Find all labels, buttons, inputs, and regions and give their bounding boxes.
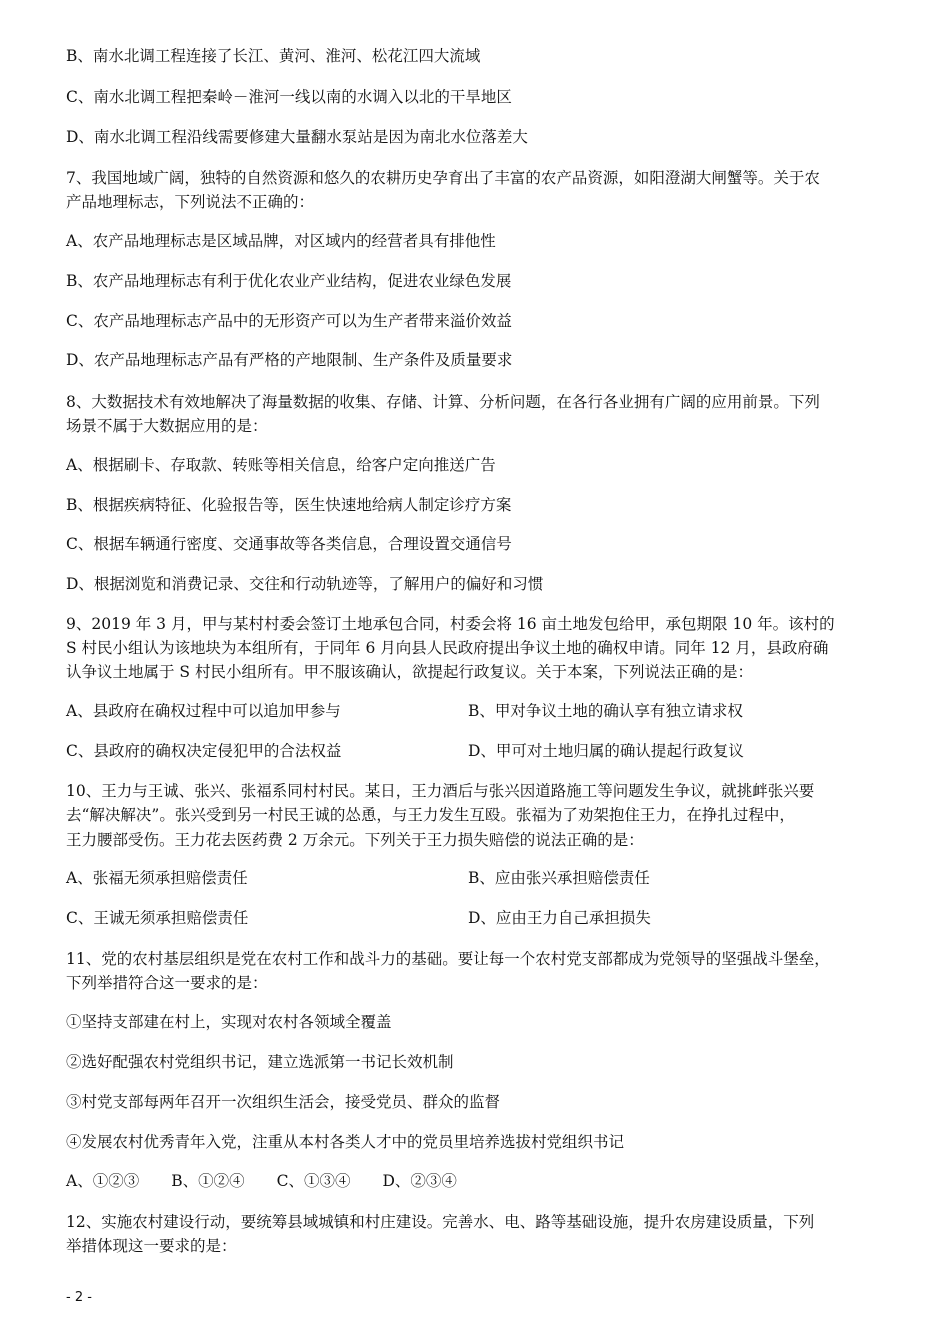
q7-stem-line: 产品地理标志，下列说法不正确的： — [66, 193, 315, 211]
q11-options — [66, 1171, 489, 1191]
q8-option-a: A、根据刷卡、存取款、转账等相关信息，给客户定向推送广告 — [66, 456, 496, 474]
q6-option-d: D、南水北调工程沿线需要修建大量翻水泵站是因为南北水位落差大 — [66, 128, 528, 146]
q8-stem-line: 场景不属于大数据应用的是： — [66, 417, 268, 435]
q9-stem-line: 9、2019 年 3 月，甲与某村村委会签订土地承包合同，村委会将 16 亩土地发包给甲，承包期限 10 年。该村的 — [66, 615, 835, 633]
q9-stem-line: 认争议土地属于 S 村民小组所有。甲不服该确认，欲提起行政复议。关于本案，下列说法正确的是： — [66, 663, 753, 681]
q9-option-c: C、县政府的确权决定侵犯甲的合法权益 — [66, 742, 342, 760]
q8-stem-line: 8、大数据技术有效地解决了海量数据的收集、存储、计算、分析问题，在各行各业拥有广阔的应用前景。下列 — [66, 393, 820, 411]
q11-stem-line: 下列举措符合这一要求的是： — [66, 974, 268, 992]
q9-option-b: B、甲对争议土地的确认享有独立请求权 — [468, 702, 743, 720]
q10-option-b: B、应由张兴承担赔偿责任 — [468, 869, 650, 887]
q9-option-d: D、甲可对土地归属的确认提起行政复议 — [468, 742, 744, 760]
q11-item-3: ③村党支部每两年召开一次组织生活会，接受党员、群众的监督 — [66, 1093, 501, 1111]
q10-stem-line: 10、王力与王诚、张兴、张福系同村村民。某日，王力酒后与张兴因道路施工等问题发生争议，就挑衅张兴要 — [66, 782, 815, 800]
q9-stem-line: S 村民小组认为该地块为本组所有，于同年 6 月向县人民政府提出争议土地的确权申请。同年 12 月，县政府确 — [66, 639, 829, 657]
q11-option-d: D、②③④ — [382, 1172, 457, 1190]
q7-option-d: D、农产品地理标志产品有严格的产地限制、生产条件及质量要求 — [66, 351, 513, 369]
q11-item-4: ④发展农村优秀青年入党，注重从本村各类人才中的党员里培养选拔村党组织书记 — [66, 1133, 625, 1151]
q11-option-a: A、①②③ — [66, 1172, 140, 1190]
page-number: - 2 - — [66, 1290, 92, 1305]
q10-option-c: C、王诚无须承担赔偿责任 — [66, 909, 249, 927]
q9-option-a: A、县政府在确权过程中可以追加甲参与 — [66, 702, 341, 720]
q8-option-c: C、根据车辆通行密度、交通事故等各类信息，合理设置交通信号 — [66, 535, 512, 553]
q11-stem-line: 11、党的农村基层组织是党在农村工作和战斗力的基础。要让每一个农村党支部都成为党领导的坚强战斗堡垒， — [66, 950, 830, 968]
q11-option-b: B、①②④ — [171, 1172, 245, 1190]
q10-option-a: A、张福无须承担赔偿责任 — [66, 869, 248, 887]
q6-option-b: B、南水北调工程连接了长江、黄河、淮河、松花江四大流域 — [66, 47, 481, 65]
q6-option-c: C、南水北调工程把秦岭－淮河一线以南的水调入以北的干旱地区 — [66, 88, 512, 106]
q7-stem-line: 7、我国地域广阔，独特的自然资源和悠久的农耕历史孕育出了丰富的农产品资源，如阳澄湖大闸蟹等。关于农 — [66, 169, 820, 187]
q10-stem-line: 王力腰部受伤。王力花去医药费 2 万余元。下列关于王力损失赔偿的说法正确的是： — [66, 831, 644, 849]
q7-option-a: A、农产品地理标志是区域品牌，对区域内的经营者具有排他性 — [66, 232, 496, 250]
q11-item-1: ①坚持支部建在村上，实现对农村各领域全覆盖 — [66, 1013, 392, 1031]
q7-option-b: B、农产品地理标志有利于优化农业产业结构，促进农业绿色发展 — [66, 272, 512, 290]
q8-option-d: D、根据浏览和消费记录、交往和行动轨迹等，了解用户的偏好和习惯 — [66, 575, 544, 593]
q11-option-c: C、①③④ — [276, 1172, 351, 1190]
q10-stem-line: 去“解决解决”。张兴受到另一村民王诚的怂恿，与王力发生互殴。张福为了劝架抱住王力，在挣扎过程中， — [66, 806, 795, 824]
q7-option-c: C、农产品地理标志产品中的无形资产可以为生产者带来溢价效益 — [66, 312, 512, 330]
q12-stem-line: 12、实施农村建设行动，要统筹县域城镇和村庄建设。完善水、电、路等基础设施，提升农房建设质量，下列 — [66, 1213, 815, 1231]
q10-option-d: D、应由王力自己承担损失 — [468, 909, 651, 927]
q11-item-2: ②选好配强农村党组织书记，建立选派第一书记长效机制 — [66, 1053, 454, 1071]
q12-stem-line: 举措体现这一要求的是： — [66, 1237, 237, 1255]
q8-option-b: B、根据疾病特征、化验报告等，医生快速地给病人制定诊疗方案 — [66, 496, 512, 514]
